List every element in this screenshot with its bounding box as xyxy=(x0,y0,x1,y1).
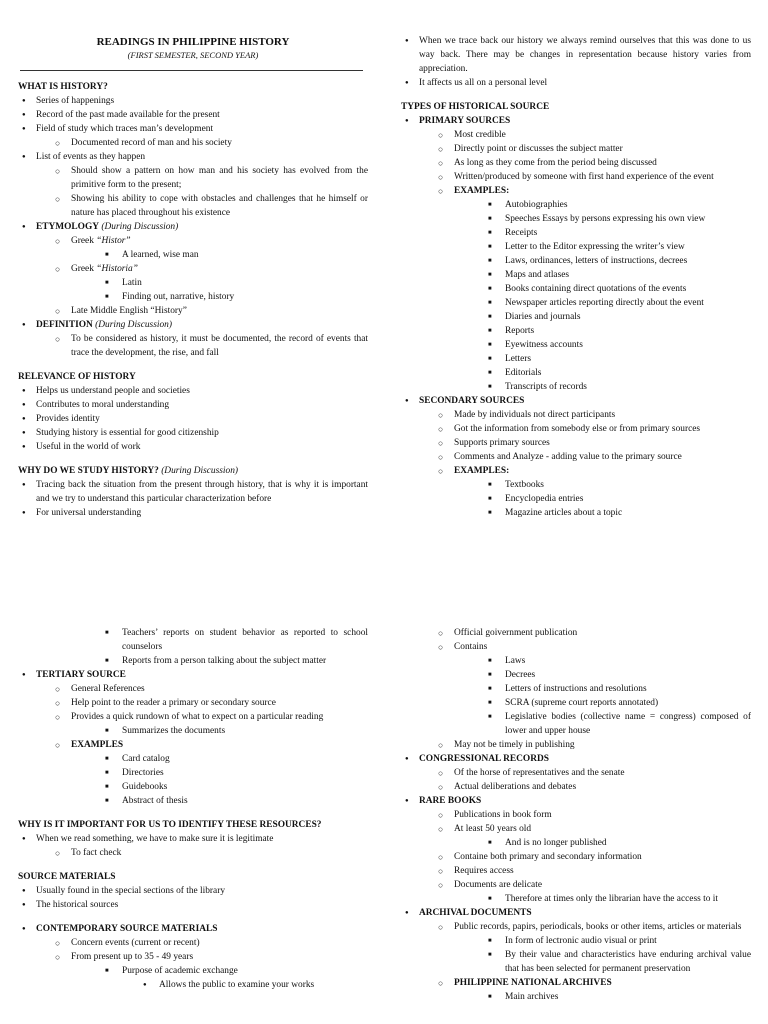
item-text: Magazine articles about a topic xyxy=(505,508,623,518)
list-item xyxy=(401,864,751,878)
item-heading: DEFINITION xyxy=(36,320,93,330)
item-text: Decrees xyxy=(505,670,536,680)
list-item xyxy=(18,846,368,860)
list-item xyxy=(18,290,368,304)
item-text: A learned, wise man xyxy=(122,250,199,260)
section-heading xyxy=(18,818,368,832)
item-text: Autobiographies xyxy=(505,200,568,210)
item-text: Provides identity xyxy=(36,414,100,424)
list-item xyxy=(401,366,751,380)
item-text: Showing his ability to cope with obstacles and challenges that he himself or nature has placed throughout his existence xyxy=(71,194,368,218)
list-item xyxy=(401,76,751,90)
list-item xyxy=(18,108,368,122)
list-item xyxy=(401,654,751,668)
item-text: At least 50 years old xyxy=(454,824,532,834)
item-text: May not be timely in publishing xyxy=(454,740,575,750)
item-text: Maps and atlases xyxy=(505,270,570,280)
item-text: Encyclopedia entries xyxy=(505,494,584,504)
item-text: Letters of instructions and resolutions xyxy=(505,684,647,694)
list-item xyxy=(18,922,368,936)
item-text: Provides a quick rundown of what to expect on a particular reading xyxy=(71,712,324,722)
list-item xyxy=(401,240,751,254)
item-text: Most credible xyxy=(454,130,506,140)
list-item xyxy=(18,752,368,766)
section-heading-text: WHY DO WE STUDY HISTORY? xyxy=(18,466,159,476)
item-text: Contributes to moral understanding xyxy=(36,400,170,410)
list-item xyxy=(18,964,368,978)
item-text: Studying history is essential for good citizenship xyxy=(36,428,219,438)
item-heading: ARCHIVAL DOCUMENTS xyxy=(419,908,532,918)
item-text: Reports from a person talking about the subject matter xyxy=(122,656,327,666)
list-item xyxy=(401,836,751,850)
list-item xyxy=(401,352,751,366)
item-text: Actual deliberations and debates xyxy=(454,782,577,792)
list-item xyxy=(401,338,751,352)
section-heading xyxy=(18,80,368,94)
item-text: Textbooks xyxy=(505,480,544,490)
section-heading-text: WHAT IS HISTORY? xyxy=(18,82,108,92)
item-text: Card catalog xyxy=(122,754,170,764)
list-item xyxy=(401,478,751,492)
list-item xyxy=(401,394,751,408)
list-item xyxy=(401,696,751,710)
list-item xyxy=(401,878,751,892)
item-text: For universal understanding xyxy=(36,508,142,518)
list-item xyxy=(18,164,368,192)
item-text: To fact check xyxy=(71,848,122,858)
list-item xyxy=(401,436,751,450)
list-item xyxy=(401,170,751,184)
top-left-content xyxy=(18,80,368,520)
section-heading xyxy=(18,870,368,884)
section-heading xyxy=(401,100,751,114)
list-item xyxy=(401,766,751,780)
item-text: Diaries and journals xyxy=(505,312,581,322)
item-text: Containe both primary and secondary information xyxy=(454,852,642,862)
item-text: Purpose of academic exchange xyxy=(122,966,238,976)
section-heading-text: TYPES OF HISTORICAL SOURCE xyxy=(401,102,550,112)
item-text: Made by individuals not direct participants xyxy=(454,410,616,420)
item-text: Written/produced by someone with first hand experience of the event xyxy=(454,172,714,182)
list-item xyxy=(18,978,368,992)
list-item xyxy=(401,450,751,464)
item-text: Transcripts of records xyxy=(505,382,587,392)
list-item xyxy=(401,310,751,324)
list-item xyxy=(401,822,751,836)
list-item xyxy=(18,136,368,150)
item-text: Guidebooks xyxy=(122,782,168,792)
item-text: Got the information from somebody else or from primary sources xyxy=(454,424,701,434)
list-item xyxy=(18,478,368,506)
list-item xyxy=(18,150,368,164)
item-text: Concern events (current or recent) xyxy=(71,938,200,948)
list-item xyxy=(18,950,368,964)
item-text: Series of happenings xyxy=(36,96,115,106)
discussion-note: (During Discussion) xyxy=(95,320,172,330)
item-text: Greek xyxy=(71,236,97,246)
document-title: READINGS IN PHILIPPINE HISTORY xyxy=(96,36,290,48)
item-text: Record of the past made available for the present xyxy=(36,110,220,120)
list-item xyxy=(401,156,751,170)
list-item xyxy=(18,626,368,654)
list-item xyxy=(401,850,751,864)
top-right-content xyxy=(401,34,751,520)
list-item xyxy=(401,892,751,906)
list-item xyxy=(401,920,751,934)
item-text: Receipts xyxy=(505,228,538,238)
item-text: Laws xyxy=(505,656,526,666)
bottom-right-content xyxy=(401,626,751,1004)
item-text: Supports primary sources xyxy=(454,438,550,448)
list-item xyxy=(18,724,368,738)
item-text: Tracing back the situation from the present through history, that is why it is important and we try to understand this particular characterization before xyxy=(36,480,368,504)
item-text: And is no longer published xyxy=(505,838,607,848)
item-text: Latin xyxy=(122,278,142,288)
top-left-column xyxy=(18,0,368,560)
list-item xyxy=(401,682,751,696)
item-text: Summarizes the documents xyxy=(122,726,226,736)
list-item xyxy=(18,262,368,276)
list-item xyxy=(401,254,751,268)
item-heading: ETYMOLOGY xyxy=(36,222,100,232)
list-item xyxy=(18,738,368,752)
section-heading xyxy=(18,370,368,384)
list-item xyxy=(18,304,368,318)
list-item xyxy=(18,654,368,668)
list-item xyxy=(401,408,751,422)
list-item xyxy=(401,268,751,282)
item-text: Of the horse of representatives and the senate xyxy=(454,768,625,778)
item-text: Main archives xyxy=(505,992,559,1002)
item-text: Legislative bodies (collective name = congress) composed of lower and upper house xyxy=(505,712,751,736)
list-item xyxy=(401,212,751,226)
item-text: Directories xyxy=(122,768,164,778)
item-text: Usually found in the special sections of the library xyxy=(36,886,226,896)
item-text: By their value and characteristics have enduring archival value that has been selected for permanent preservation xyxy=(505,950,751,974)
item-term: “Histor” xyxy=(96,236,131,246)
list-item xyxy=(401,34,751,76)
item-text: Letters xyxy=(505,354,532,364)
item-text: Helps us understand people and societies xyxy=(36,386,190,396)
list-item xyxy=(18,398,368,412)
item-text: Official goivernment publication xyxy=(454,628,578,638)
list-item xyxy=(18,94,368,108)
item-text: As long as they come from the period being discussed xyxy=(454,158,657,168)
item-heading: EXAMPLES: xyxy=(454,466,510,476)
list-item xyxy=(18,832,368,846)
item-heading: RARE BOOKS xyxy=(419,796,482,806)
list-item xyxy=(401,464,751,478)
item-text: Laws, ordinances, letters of instructions, decrees xyxy=(505,256,688,266)
item-text: Newspaper articles reporting directly about the event xyxy=(505,298,704,308)
list-item xyxy=(401,198,751,212)
item-heading: CONGRESSIONAL RECORDS xyxy=(419,754,549,764)
list-item xyxy=(401,422,751,436)
list-item xyxy=(401,710,751,738)
list-item xyxy=(401,752,751,766)
item-text: Useful in the world of work xyxy=(36,442,141,452)
list-item xyxy=(18,506,368,520)
item-text: Documented record of man and his society xyxy=(71,138,232,148)
item-text: Should show a pattern on how man and his society has evolved from the primitive form to the present; xyxy=(71,166,368,190)
list-item xyxy=(18,780,368,794)
item-text: Help point to the reader a primary or secondary source xyxy=(71,698,276,708)
item-text: General References xyxy=(71,684,145,694)
list-item xyxy=(18,220,368,234)
section-heading xyxy=(18,464,368,478)
list-item xyxy=(18,766,368,780)
item-text: SCRA (supreme court reports annotated) xyxy=(505,698,659,708)
list-item xyxy=(18,318,368,332)
list-item xyxy=(401,738,751,752)
section-heading-text: RELEVANCE OF HISTORY xyxy=(18,372,136,382)
item-text: Greek xyxy=(71,264,97,274)
item-text: Public records, papirs, periodicals, books or other items, articles or materials xyxy=(454,922,742,932)
list-item xyxy=(401,906,751,920)
item-heading: PHILIPPINE NATIONAL ARCHIVES xyxy=(454,978,612,988)
list-item xyxy=(18,936,368,950)
item-text: Teachers’ reports on student behavior as reported to school counselors xyxy=(122,628,368,652)
item-text: From present up to 35 - 49 years xyxy=(71,952,194,962)
item-text: It affects us all on a personal level xyxy=(419,78,548,88)
list-item xyxy=(401,668,751,682)
list-item xyxy=(401,934,751,948)
list-item xyxy=(18,192,368,220)
list-item xyxy=(401,114,751,128)
item-text: Contains xyxy=(454,642,488,652)
item-text: When we trace back our history we always remind ourselves that this was done to us way back. There may be changes in representation because history varies from appreciation. xyxy=(419,36,751,74)
list-item xyxy=(18,440,368,454)
item-text: Therefore at times only the librarian have the access to it xyxy=(505,894,718,904)
item-text: Reports xyxy=(505,326,535,336)
discussion-note: (During Discussion) xyxy=(101,222,179,232)
list-item xyxy=(401,990,751,1004)
list-item xyxy=(401,380,751,394)
item-text: Books containing direct quotations of the events xyxy=(505,284,687,294)
list-item xyxy=(401,296,751,310)
list-item xyxy=(401,626,751,640)
list-item xyxy=(18,668,368,682)
document-subtitle: (FIRST SEMESTER, SECOND YEAR) xyxy=(127,50,259,60)
list-item xyxy=(18,412,368,426)
section-heading-text: SOURCE MATERIALS xyxy=(18,872,116,882)
item-text: Allows the public to examine your works xyxy=(159,980,315,990)
item-text: When we read something, we have to make sure it is legitimate xyxy=(36,834,274,844)
list-item xyxy=(401,282,751,296)
list-item xyxy=(401,808,751,822)
list-item xyxy=(18,884,368,898)
list-item xyxy=(401,324,751,338)
item-text: Comments and Analyze - adding value to the primary source xyxy=(454,452,682,462)
bottom-right-column xyxy=(401,626,751,1024)
item-text: Documents are delicate xyxy=(454,880,542,890)
item-heading: EXAMPLES xyxy=(71,740,124,750)
list-item xyxy=(18,710,368,724)
item-text: Late Middle English “History” xyxy=(71,306,187,316)
item-heading: TERTIARY SOURCE xyxy=(36,670,126,680)
list-item xyxy=(18,682,368,696)
item-text: Field of study which traces man’s development xyxy=(36,124,214,134)
list-item xyxy=(401,794,751,808)
item-text: Editorials xyxy=(505,368,542,378)
item-text: Eyewitness accounts xyxy=(505,340,583,350)
item-text: Letter to the Editor expressing the writer’s view xyxy=(505,242,685,252)
section-heading-text: WHY IS IT IMPORTANT FOR US TO IDENTIFY THESE RESOURCES? xyxy=(18,820,322,830)
item-text: List of events as they happen xyxy=(36,152,146,162)
item-text: The historical sources xyxy=(36,900,119,910)
list-item xyxy=(401,780,751,794)
item-text: Abstract of thesis xyxy=(122,796,188,806)
list-item xyxy=(18,696,368,710)
list-item xyxy=(401,128,751,142)
list-item xyxy=(18,384,368,398)
discussion-note: (During Discussion) xyxy=(161,466,239,476)
item-term: “Historia” xyxy=(96,264,138,274)
list-item xyxy=(18,234,368,248)
list-item xyxy=(18,276,368,290)
list-item xyxy=(18,426,368,440)
item-text: Directly point or discusses the subject matter xyxy=(454,144,623,154)
top-right-column xyxy=(401,0,751,560)
list-item xyxy=(401,226,751,240)
list-item xyxy=(401,640,751,654)
item-heading: SECONDARY SOURCES xyxy=(419,396,525,406)
item-heading: PRIMARY SOURCES xyxy=(419,116,511,126)
list-item xyxy=(401,184,751,198)
bottom-left-column xyxy=(18,626,368,1024)
item-heading: EXAMPLES: xyxy=(454,186,510,196)
title-divider xyxy=(20,70,363,71)
item-text: To be considered as history, it must be documented, the record of events that trace the development, the rise, and fall xyxy=(71,334,368,358)
bottom-left-content xyxy=(18,626,368,992)
list-item xyxy=(401,506,751,520)
item-text: In form of lectronic audio visual or print xyxy=(505,936,657,946)
list-item xyxy=(18,248,368,262)
list-item xyxy=(18,898,368,912)
item-heading: CONTEMPORARY SOURCE MATERIALS xyxy=(36,924,218,934)
list-item xyxy=(18,794,368,808)
item-text: Speeches Essays by persons expressing his own view xyxy=(505,214,706,224)
list-item xyxy=(401,492,751,506)
item-text: Publications in book form xyxy=(454,810,552,820)
list-item xyxy=(401,142,751,156)
list-item xyxy=(18,332,368,360)
list-item xyxy=(401,948,751,976)
item-text: Requires access xyxy=(454,866,514,876)
list-item xyxy=(18,122,368,136)
item-text: Finding out, narrative, history xyxy=(122,292,235,302)
list-item xyxy=(401,976,751,990)
